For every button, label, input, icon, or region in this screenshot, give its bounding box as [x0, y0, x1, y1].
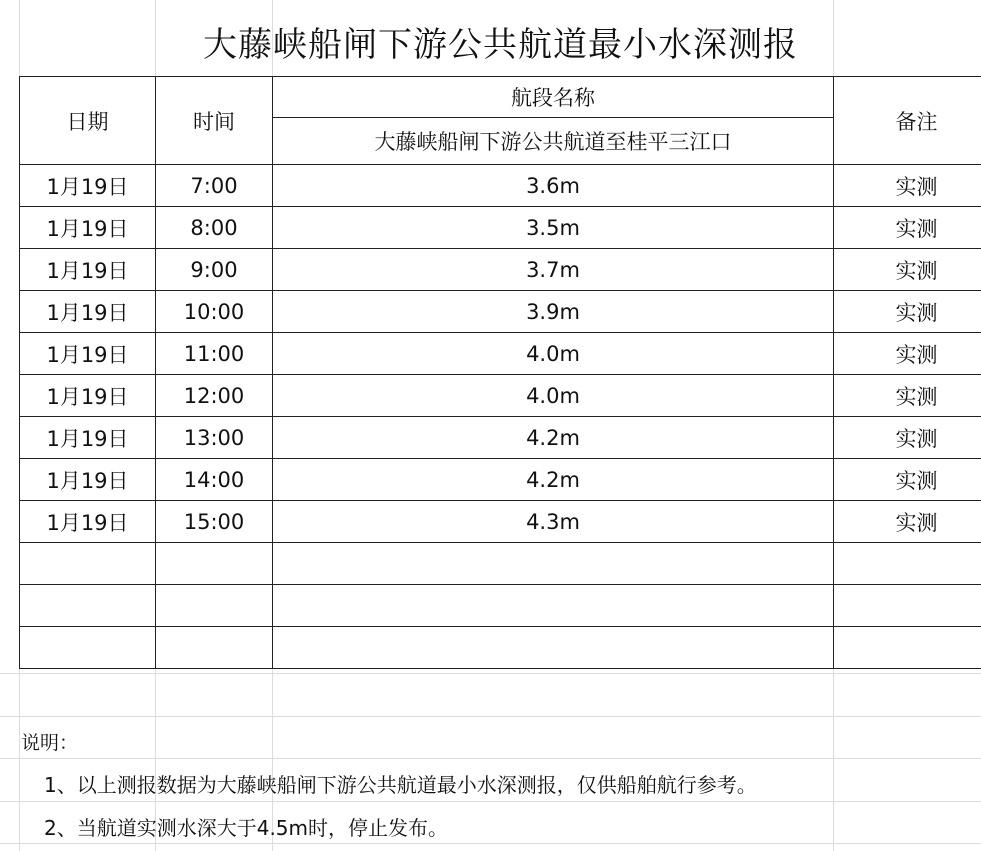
cell-depth[interactable] [273, 543, 834, 585]
table-row [20, 459, 981, 501]
cell-remark[interactable]: 实测 [834, 249, 981, 291]
cell-date[interactable] [20, 543, 156, 585]
table-row [20, 165, 981, 207]
cell-date[interactable]: 1月19日 [20, 207, 156, 249]
header-time[interactable]: 时间 [156, 77, 273, 165]
header-date[interactable]: 日期 [20, 77, 156, 165]
header-segment-name[interactable]: 大藤峡船闸下游公共航道至桂平三江口 [273, 118, 834, 165]
cell-remark[interactable]: 实测 [834, 291, 981, 333]
cell-remark[interactable]: 实测 [834, 501, 981, 543]
cell-depth[interactable]: 4.3m [273, 501, 834, 543]
cell-time[interactable]: 10:00 [156, 291, 273, 333]
table-row [20, 417, 981, 459]
cell-depth[interactable]: 3.6m [273, 165, 834, 207]
cell-date[interactable]: 1月19日 [20, 333, 156, 375]
cell-depth[interactable]: 4.0m [273, 375, 834, 417]
table-row [20, 333, 981, 375]
cell-date[interactable]: 1月19日 [20, 375, 156, 417]
cell-remark[interactable]: 实测 [834, 333, 981, 375]
cell-remark[interactable] [834, 627, 981, 669]
cell-time[interactable]: 15:00 [156, 501, 273, 543]
cell-remark[interactable] [834, 543, 981, 585]
cell-date[interactable]: 1月19日 [20, 165, 156, 207]
table-row [20, 207, 981, 249]
table-row [20, 627, 981, 669]
cell-time[interactable] [156, 543, 273, 585]
cell-depth[interactable]: 4.2m [273, 459, 834, 501]
cell-depth[interactable]: 3.7m [273, 249, 834, 291]
cell-time[interactable]: 7:00 [156, 165, 273, 207]
sheet-title[interactable]: 大藤峡船闸下游公共航道最小水深测报 [203, 24, 798, 65]
cell-depth[interactable] [273, 585, 834, 627]
note-item[interactable]: 2、当航道实测水深大于4.5m时，停止发布。 [44, 816, 449, 840]
cell-depth[interactable]: 4.0m [273, 333, 834, 375]
header-segment-group[interactable]: 航段名称 [273, 77, 834, 118]
cell-depth[interactable] [273, 627, 834, 669]
grid-row-line [0, 758, 981, 759]
cell-date[interactable] [20, 585, 156, 627]
cell-time[interactable]: 13:00 [156, 417, 273, 459]
cell-time[interactable] [156, 585, 273, 627]
note-item[interactable]: 1、以上测报数据为大藤峡船闸下游公共航道最小水深测报，仅供船舶航行参考。 [44, 773, 757, 797]
table-row [20, 375, 981, 417]
cell-time[interactable]: 12:00 [156, 375, 273, 417]
depth-report-table [19, 76, 981, 669]
cell-date[interactable] [20, 627, 156, 669]
cell-time[interactable] [156, 627, 273, 669]
cell-depth[interactable]: 4.2m [273, 417, 834, 459]
cell-remark[interactable] [834, 585, 981, 627]
grid-row-line [0, 716, 981, 717]
cell-remark[interactable]: 实测 [834, 459, 981, 501]
cell-time[interactable]: 8:00 [156, 207, 273, 249]
cell-time[interactable]: 11:00 [156, 333, 273, 375]
cell-remark[interactable]: 实测 [834, 165, 981, 207]
table-row [20, 291, 981, 333]
table-row [20, 543, 981, 585]
grid-row-line [0, 801, 981, 802]
cell-time[interactable]: 14:00 [156, 459, 273, 501]
table-row [20, 249, 981, 291]
table-row [20, 585, 981, 627]
notes-label[interactable]: 说明： [21, 732, 79, 754]
cell-date[interactable]: 1月19日 [20, 459, 156, 501]
cell-date[interactable]: 1月19日 [20, 249, 156, 291]
table-body [20, 165, 981, 669]
grid-row-line [0, 843, 981, 844]
cell-time[interactable]: 9:00 [156, 249, 273, 291]
cell-remark[interactable]: 实测 [834, 207, 981, 249]
header-remark[interactable]: 备注 [834, 77, 981, 165]
cell-depth[interactable]: 3.5m [273, 207, 834, 249]
grid-row-line [0, 673, 981, 674]
cell-date[interactable]: 1月19日 [20, 501, 156, 543]
cell-remark[interactable]: 实测 [834, 375, 981, 417]
cell-remark[interactable]: 实测 [834, 417, 981, 459]
cell-date[interactable]: 1月19日 [20, 417, 156, 459]
table-row [20, 501, 981, 543]
cell-date[interactable]: 1月19日 [20, 291, 156, 333]
cell-depth[interactable]: 3.9m [273, 291, 834, 333]
